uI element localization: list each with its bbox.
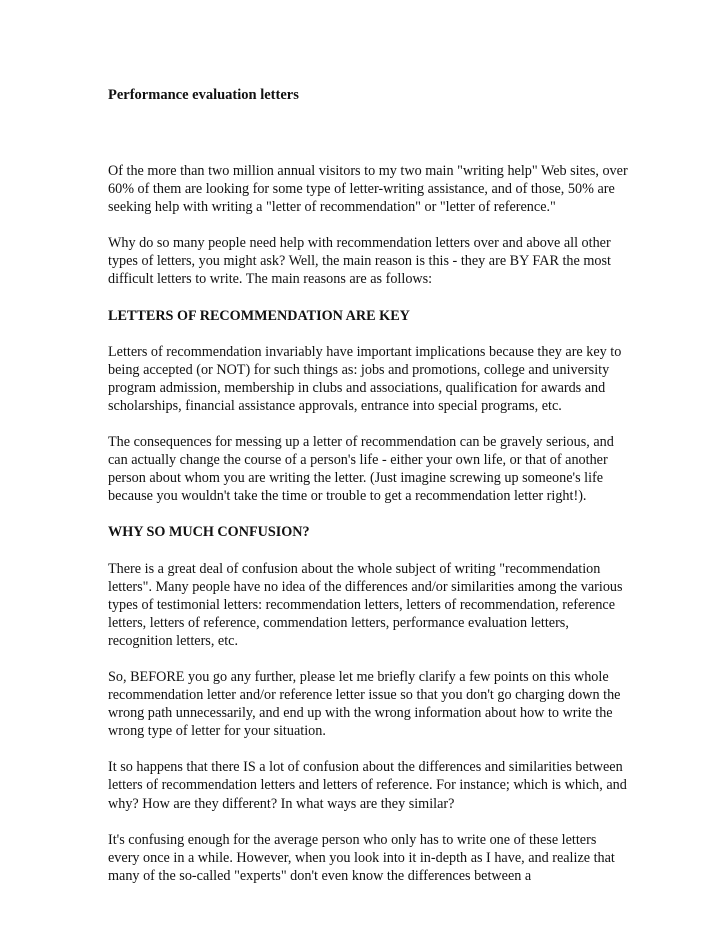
paragraph-differences: It so happens that there IS a lot of confusion about the differences and similarities between letters of recommendation letters and letters of reference. For instance; which is which, and why? How are they different? In what ways are they similar? <box>108 759 627 812</box>
heading-letters-key: LETTERS OF RECOMMENDATION ARE KEY <box>108 307 410 324</box>
paragraph-confusion: There is a great deal of confusion about the whole subject of writing "recommendation letters". Many people have no idea of the differences and/or similarities among the various types of testimonial letters: recommendation letters, letters of recommendation, reference letters, letters of reference, commendation letters, performance evaluation letters, recognition letters, etc. <box>108 560 623 649</box>
document-body <box>108 162 628 903</box>
paragraph-intro: Of the more than two million annual visitors to my two main "writing help" Web sites, over 60% of them are looking for some type of letter-writing assistance, and of those, 50% are seeking help with writing a "letter of recommendation" or "letter of reference." <box>108 163 628 216</box>
paragraph-implications: Letters of recommendation invariably have important implications because they are key to being accepted (or NOT) for such things as: jobs and promotions, college and university program admission, membership in clubs and associations, qualification for awards and scholarships, financial assistance approvals, entrance into special programs, etc. <box>108 343 622 414</box>
paragraph-before: So, BEFORE you go any further, please let me briefly clarify a few points on this whole recommendation letter and/or reference letter issue so that you don't go charging down the wrong path unnecessarily, and end up with the wrong information about how to write the wrong type of letter for your situation. <box>108 668 621 740</box>
heading-confusion: WHY SO MUCH CONFUSION? <box>108 524 310 541</box>
paragraph-consequences: The consequences for messing up a letter of recommendation can be gravely serious, and can actually change the course of a person's life - either your own life, or that of another person about whom you are writing the letter. (Just imagine screwing up someone's life because you wouldn't take the time or trouble to get a recommendation letter right!). <box>108 434 614 505</box>
document-title: Performance evaluation letters <box>108 87 299 103</box>
paragraph-experts: It's confusing enough for the average person who only has to write one of these letters every once in a while. However, when you look into it in-depth as I have, and realize that many of the so-called "experts" don't even know the differences between a <box>108 831 615 884</box>
paragraph-why-help: Why do so many people need help with recommendation letters over and above all other types of letters, you might ask? Well, the main reason is this - they are BY FAR the most difficult letters to write. The main reasons are as follows: <box>108 235 611 288</box>
